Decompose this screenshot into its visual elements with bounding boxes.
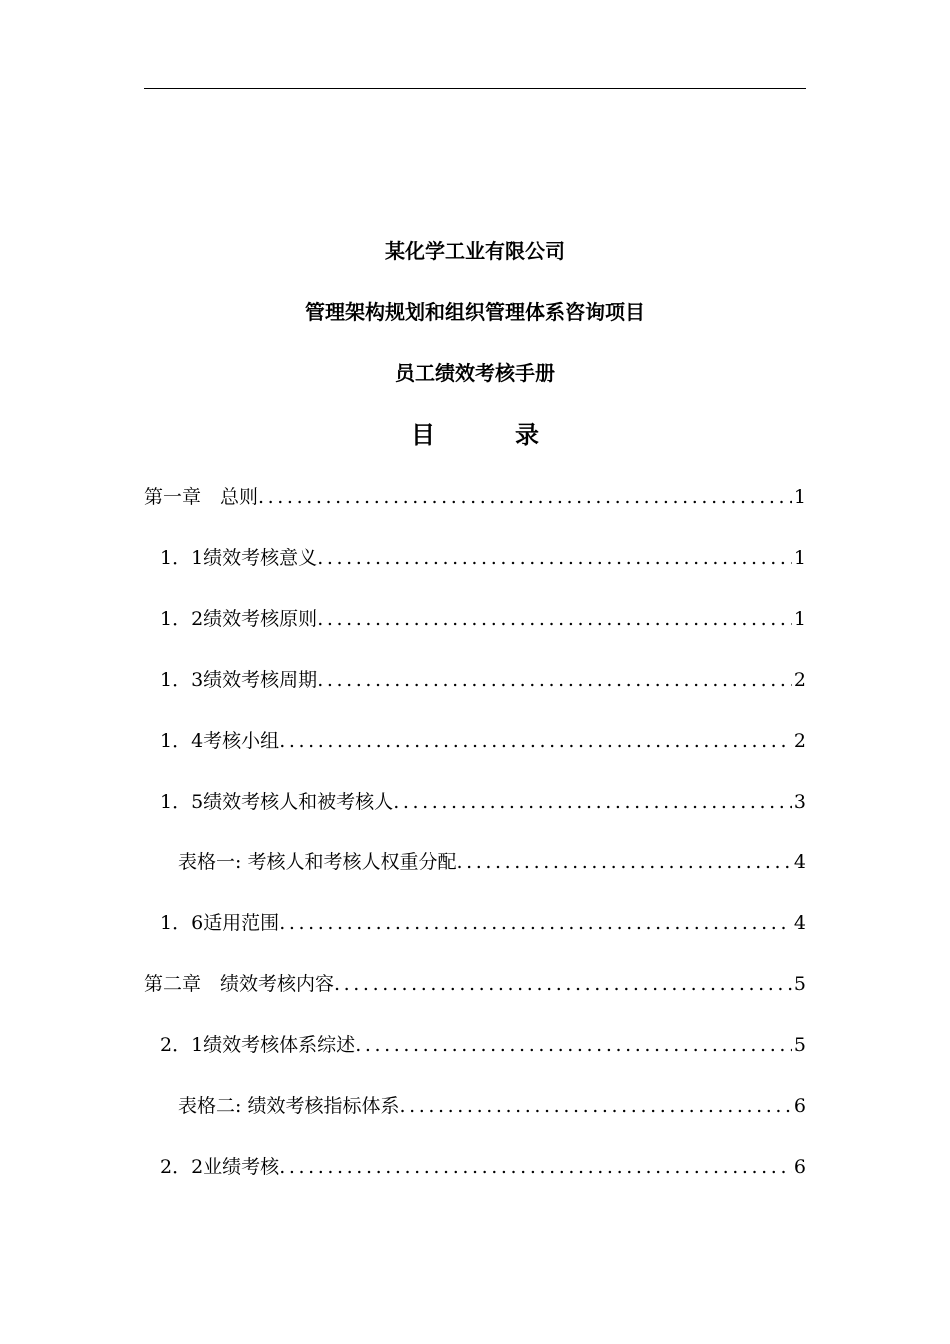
toc-entry[interactable]	[160, 910, 806, 936]
toc-entry-label: 1．1绩效考核意义	[160, 547, 318, 569]
toc-entry[interactable]	[144, 971, 806, 997]
toc-heading-char-1: 目	[411, 421, 435, 449]
toc-leader-dots	[456, 849, 791, 875]
toc-entry-label: 2．2业绩考核	[160, 1156, 280, 1178]
header-rule	[144, 88, 806, 89]
toc-entry[interactable]	[160, 606, 806, 632]
toc-entry[interactable]	[178, 849, 806, 875]
toc-entry-label: 1．4考核小组	[160, 730, 280, 752]
toc-entry-page: 1	[793, 547, 806, 569]
toc-entry-page: 4	[793, 912, 806, 934]
toc-heading-char-2: 录	[515, 421, 539, 449]
toc-entry-label: 表格一: 考核人和考核人权重分配	[178, 851, 457, 873]
toc-entry-label: 2．1绩效考核体系综述	[160, 1034, 356, 1056]
toc-entry-page: 5	[793, 973, 806, 995]
toc-leader-dots	[279, 910, 792, 936]
toc-entry[interactable]	[160, 728, 806, 754]
toc-leader-dots	[399, 1093, 791, 1119]
toc-entry-page: 5	[793, 1034, 806, 1056]
toc-entry-page: 3	[793, 791, 806, 813]
toc-entry-page: 1	[793, 608, 806, 630]
toc-entry-page: 2	[793, 730, 806, 752]
toc-entry-page: 6	[793, 1095, 806, 1117]
toc-entry-label: 表格二: 绩效考核指标体系	[178, 1095, 400, 1117]
toc-entry-page: 6	[793, 1156, 806, 1178]
toc-entry-page: 2	[793, 669, 806, 691]
manual-title: 员工绩效考核手册	[395, 361, 555, 385]
toc-entry[interactable]	[144, 484, 806, 510]
toc-leader-dots	[317, 545, 792, 571]
toc-entry[interactable]	[178, 1093, 806, 1119]
project-title: 管理架构规划和组织管理体系咨询项目	[305, 300, 645, 324]
toc-entry[interactable]	[160, 545, 806, 571]
toc-entry-label: 第二章 绩效考核内容	[144, 973, 335, 995]
toc-entry-label: 1．3绩效考核周期	[160, 669, 318, 691]
toc-leader-dots	[317, 667, 792, 693]
toc-entry-label: 1．2绩效考核原则	[160, 608, 318, 630]
toc-entry-page: 4	[793, 851, 806, 873]
toc-leader-dots	[317, 606, 792, 632]
toc-leader-dots	[279, 728, 792, 754]
toc-entry[interactable]	[160, 789, 806, 815]
toc-entry[interactable]	[160, 1032, 806, 1058]
toc-entry-page: 1	[793, 486, 806, 508]
toc-leader-dots	[258, 484, 792, 510]
toc-entry-label: 1．5绩效考核人和被考核人	[160, 791, 394, 813]
toc-entry[interactable]	[160, 1154, 806, 1180]
toc-leader-dots	[393, 789, 792, 815]
toc-entry[interactable]	[160, 667, 806, 693]
toc-heading	[0, 420, 950, 450]
toc-leader-dots	[334, 971, 792, 997]
company-title: 某化学工业有限公司	[385, 239, 565, 263]
toc-leader-dots	[355, 1032, 792, 1058]
toc-entry-label: 1．6适用范围	[160, 912, 280, 934]
toc-leader-dots	[279, 1154, 792, 1180]
toc-entry-label: 第一章 总则	[144, 486, 259, 508]
